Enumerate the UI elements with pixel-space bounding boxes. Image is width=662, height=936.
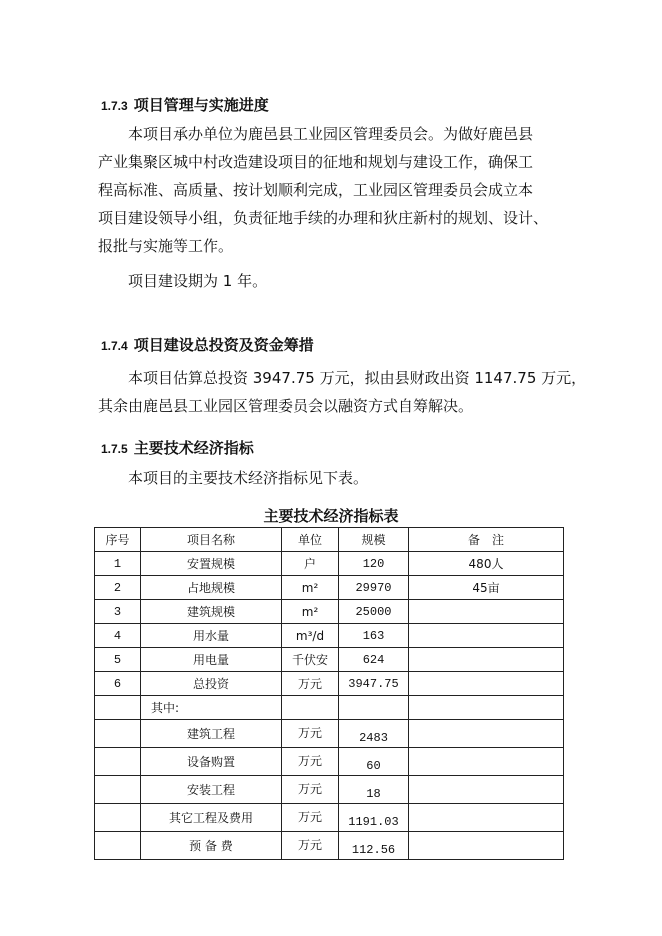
cell-name: 建筑规模 [141, 600, 282, 624]
cell-name: 总投资 [141, 672, 282, 696]
cell-among-label: 其中: [141, 696, 282, 720]
table-header-row [95, 528, 564, 552]
cell-note [409, 672, 564, 696]
cell-unit: m² [282, 576, 339, 600]
cell-no: 4 [95, 624, 141, 648]
table-row [95, 672, 564, 696]
cell-name: 预 备 费 [141, 832, 282, 860]
cell-no [95, 720, 141, 748]
cell-unit: m³/d [282, 624, 339, 648]
cell-scale: 60 [339, 748, 409, 776]
cell-name: 安置规模 [141, 552, 282, 576]
section-body-1-7-4 [98, 364, 587, 420]
cell-unit: 万元 [282, 720, 339, 748]
text-line: 程高标准、高质量、按计划顺利完成，工业园区管理委员会成立本 [98, 181, 534, 199]
table-sub-row [95, 748, 564, 776]
cell-unit: 万元 [282, 776, 339, 804]
cell-name: 用水量 [141, 624, 282, 648]
cell-no [95, 748, 141, 776]
cell-no: 5 [95, 648, 141, 672]
section-number: 1.7.3 [101, 99, 128, 113]
cell-unit: 户 [282, 552, 339, 576]
table-sub-row [95, 832, 564, 860]
section-number: 1.7.4 [101, 339, 128, 353]
cell-no [95, 696, 141, 720]
header-cell-name: 项目名称 [141, 528, 282, 552]
cell-scale: 3947.75 [339, 672, 409, 696]
header-cell-unit: 单位 [282, 528, 339, 552]
header-cell-scale: 规模 [339, 528, 409, 552]
cell-unit: 万元 [282, 804, 339, 832]
cell-name: 建筑工程 [141, 720, 282, 748]
section-heading-1-7-3 [101, 94, 269, 115]
section-body-1-7-5 [98, 464, 564, 492]
cell-note [409, 748, 564, 776]
section-title: 项目管理与实施进度 [133, 96, 269, 114]
table-row-among [95, 696, 564, 720]
cell-note [409, 648, 564, 672]
table-row [95, 552, 564, 576]
table-sub-row [95, 720, 564, 748]
cell-scale: 120 [339, 552, 409, 576]
paragraph [98, 267, 564, 295]
cell-name: 设备购置 [141, 748, 282, 776]
cell-name: 其它工程及费用 [141, 804, 282, 832]
cell-no: 3 [95, 600, 141, 624]
table-title: 主要技术经济指标表 [263, 507, 399, 525]
cell-scale: 1191.03 [339, 804, 409, 832]
cell-note: 45亩 [409, 576, 564, 600]
cell-note [409, 776, 564, 804]
table-row [95, 648, 564, 672]
cell-unit: 万元 [282, 832, 339, 860]
cell-unit: 万元 [282, 748, 339, 776]
section-number: 1.7.5 [101, 442, 128, 456]
text-line: 本项目估算总投资 3947.75 万元，拟由县财政出资 1147.75 万元， [128, 369, 587, 387]
cell-unit: m² [282, 600, 339, 624]
text-line: 产业集聚区城中村改造建设项目的征地和规划与建设工作，确保工 [98, 153, 534, 171]
cell-no: 1 [95, 552, 141, 576]
cell-note [409, 832, 564, 860]
header-cell-note: 备 注 [409, 528, 564, 552]
text-line: 其余由鹿邑县工业园区管理委员会以融资方式自筹解决。 [98, 397, 474, 415]
cell-no [95, 776, 141, 804]
section-title: 项目建设总投资及资金筹措 [133, 336, 314, 354]
cell-scale: 25000 [339, 600, 409, 624]
cell-unit: 万元 [282, 672, 339, 696]
cell-scale [339, 696, 409, 720]
cell-scale: 112.56 [339, 832, 409, 860]
paragraph [98, 464, 564, 492]
cell-scale: 624 [339, 648, 409, 672]
cell-scale: 2483 [339, 720, 409, 748]
cell-note [409, 720, 564, 748]
section-heading-1-7-4 [101, 334, 314, 355]
text-line: 项目建设期为 1 年。 [128, 272, 268, 290]
section-heading-1-7-5 [101, 437, 254, 458]
table-row [95, 600, 564, 624]
paragraph [98, 120, 564, 260]
cell-no: 2 [95, 576, 141, 600]
cell-name: 占地规模 [141, 576, 282, 600]
table-row [95, 576, 564, 600]
table-sub-row [95, 804, 564, 832]
section-title: 主要技术经济指标 [133, 439, 254, 457]
text-line: 报批与实施等工作。 [98, 237, 234, 255]
table-sub-row [95, 776, 564, 804]
paragraph [98, 364, 587, 420]
section-body-1-7-3 [98, 120, 564, 295]
cell-scale: 163 [339, 624, 409, 648]
cell-name: 用电量 [141, 648, 282, 672]
cell-no [95, 804, 141, 832]
header-cell-no: 序号 [95, 528, 141, 552]
cell-scale: 29970 [339, 576, 409, 600]
cell-name: 安装工程 [141, 776, 282, 804]
cell-note [409, 804, 564, 832]
text-line: 本项目承办单位为鹿邑县工业园区管理委员会。为做好鹿邑县 [128, 125, 534, 143]
text-line: 本项目的主要技术经济指标见下表。 [128, 469, 369, 487]
cell-note: 480人 [409, 552, 564, 576]
cell-no: 6 [95, 672, 141, 696]
cell-no [95, 832, 141, 860]
cell-note [409, 624, 564, 648]
spec-table [94, 527, 564, 860]
cell-note [409, 600, 564, 624]
cell-note [409, 696, 564, 720]
cell-unit: 千伏安 [282, 648, 339, 672]
table-row [95, 624, 564, 648]
cell-unit [282, 696, 339, 720]
cell-scale: 18 [339, 776, 409, 804]
text-line: 项目建设领导小组，负责征地手续的办理和狄庄新村的规划、设计、 [98, 209, 549, 227]
